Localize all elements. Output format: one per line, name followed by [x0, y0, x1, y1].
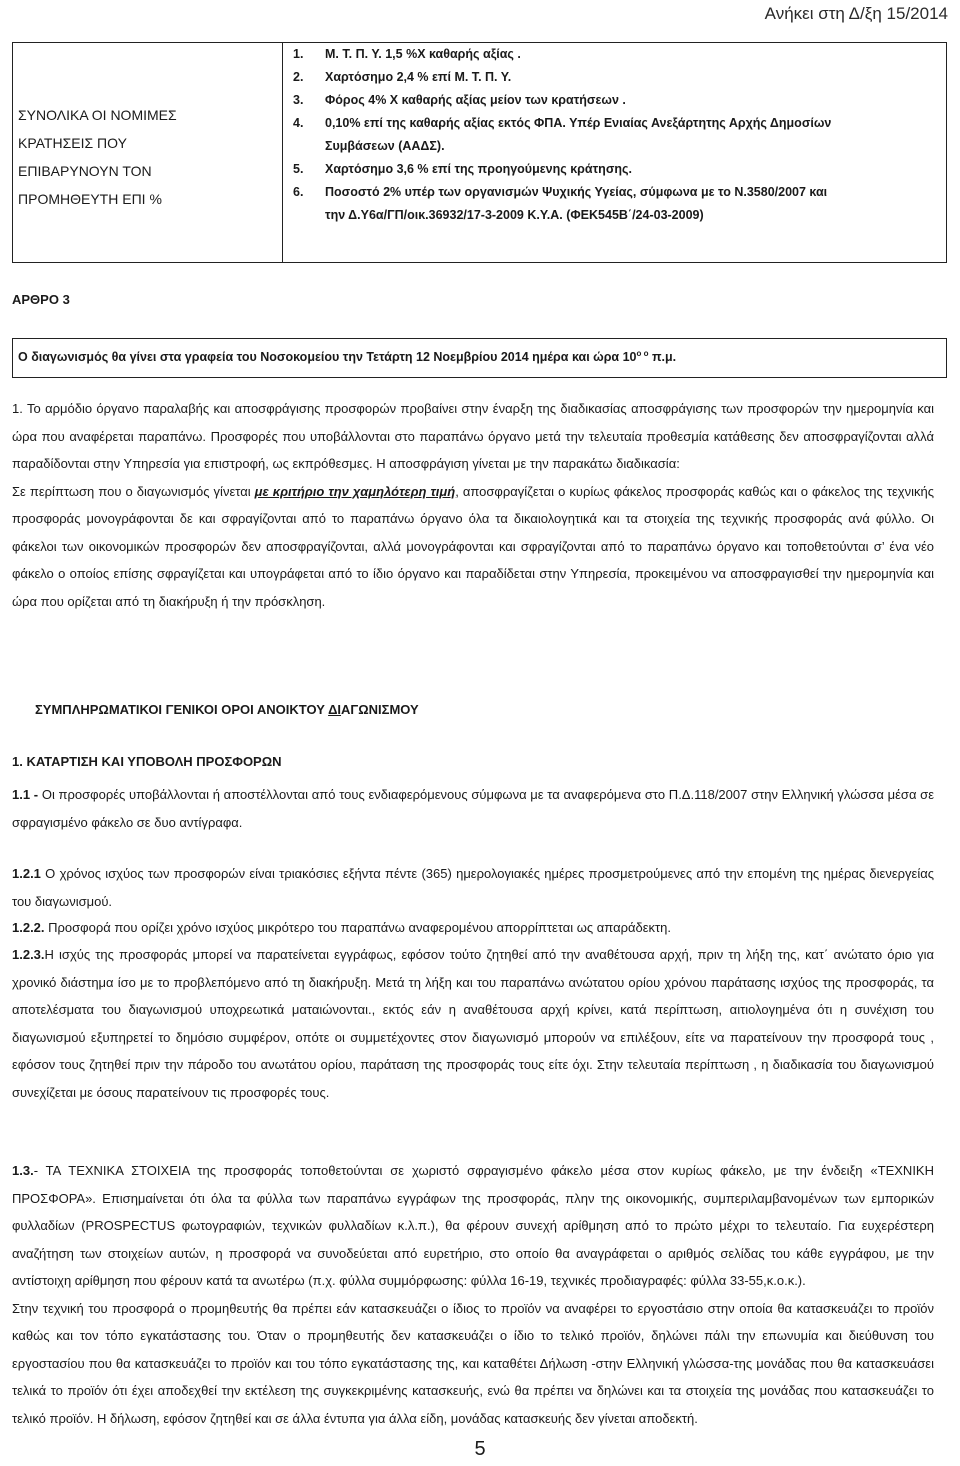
title-line: ΠΡΟΜΗΘΕΥΤΗ ΕΠΙ %: [18, 191, 162, 207]
item-text: Μ. Τ. Π. Υ. 1,5 %Χ καθαρής αξίας .: [325, 47, 521, 61]
section-heading: [35, 702, 419, 717]
item-text: Ποσοστό 2% υπέρ των οργανισμών Ψυχικής Υγείας, σύμφωνα με το Ν.3580/2007 και: [325, 185, 828, 199]
list-item-continuation: [293, 135, 946, 158]
paragraph-1-2-1: [12, 860, 934, 915]
deductions-table: [12, 42, 947, 263]
paragraph-text: Σε περίπτωση που ο διαγωνισμός γίνεται: [12, 483, 255, 499]
paragraph-opening-procedure: [12, 395, 934, 615]
article-title: ΑΡΘΡΟ 3: [12, 292, 70, 307]
document-reference-header: Ανήκει στη Δ/ξη 15/2014: [764, 4, 948, 23]
item-text: την Δ.Υ6α/ΓΠ/οικ.36932/17-3-2009 Κ.Υ.Α. (ΦΕΚ545Β΄/24-03-2009): [325, 208, 704, 222]
deductions-title: [18, 101, 177, 213]
paragraph-1-1: [12, 781, 934, 836]
heading-text: ΣΥΜΠΛΗΡΩΜΑΤΙΚΟΙ ΓΕΝΙΚΟΙ ΟΡΟΙ ΑΝΟΙΚΤΟΥ: [35, 702, 329, 717]
item-text: Χαρτόσημο 3,6 % επί της προηγούμενης κράτησης.: [325, 162, 632, 176]
page-number: 5: [474, 1438, 486, 1460]
list-item: [293, 181, 946, 204]
item-number: 3.: [293, 93, 304, 107]
paragraph-1-3: [12, 1157, 934, 1432]
item-number: 2.: [293, 70, 304, 84]
heading-text: ΑΓΩΝΙΣΜΟΥ: [341, 702, 419, 717]
deductions-list: [293, 43, 946, 227]
paragraph-text: Η ισχύς της προσφοράς μπορεί να παρατείνεται εγγράφως, εφόσον τούτο ζητηθεί από την αναθέτουσα αρχή, πριν τη λήξη της, κατ΄ ανώτατο όριο για χρονικό διάστημα ίσο με το προβλεπόμενο από τη διακήρυξη. Μετά τη λήξη και του παραπάνω ανώτατου ορίου χρόνου παράτασης ισχύος της προσφοράς, τα αποτελέσματα του διαγωνισμού υποχρεωτικά ματαιώνονται., εκτός εάν η αναθέτουσα αρχή κρίνει, κατά περίπτωση, αιτιολογημένα ότι η συνέχιση του διαγωνισμού εξυπηρετεί το δημόσιο συμφέρον, οπότε οι συμμετέχοντες στον διαγωνισμό μπορούν να επιλέξουν, είτε να παρατείνουν την προσφορά τους , εφόσον τους ζητηθεί πριν την πάροδο του ανωτάτου ορίου, παράταση της προσφοράς τους είτε όχι. Στην τελευταία περίπτωση , η διαδικασία του διαγωνισμού συνεχίζεται με όσους παρατείνουν τις προσφορές τους.: [12, 947, 934, 1100]
item-text: 0,10% επί της καθαρής αξίας εκτός ΦΠΑ. Υπέρ Ενιαίας Ανεξάρτητης Αρχής Δημοσίων: [325, 116, 832, 130]
tender-date-notice: [12, 338, 947, 378]
item-number: 6.: [293, 185, 304, 199]
item-number: 4.: [293, 116, 304, 130]
list-item: [293, 112, 946, 135]
paragraph-number: 1.2.1: [12, 866, 41, 881]
title-line: ΣΥΝΟΛΙΚΑ ΟΙ ΝΟΜΙΜΕΣ: [18, 107, 177, 123]
paragraph-1-2-3: [12, 941, 934, 1106]
paragraph-text: Οι προσφορές υποβάλλονται ή αποστέλλονται από τους ενδιαφερόμενους σύμφωνα με τα αναφερόμενα στο Π.Δ.118/2007 στην Ελληνική γλώσσα μέσα σε σφραγισμένο φάκελο σε δυο αντίγραφα.: [12, 787, 935, 830]
paragraph-number: 1.2.3.: [12, 947, 45, 962]
paragraph-text: Προσφορά που ορίζει χρόνο ισχύος μικρότερο του παραπάνω αναφερομένου απορρίπτεται ως απαράδεκτη.: [44, 920, 672, 935]
list-item-continuation: [293, 204, 946, 227]
paragraph-number: 1.1 -: [12, 787, 39, 802]
notice-suffix: π.μ.: [648, 350, 677, 365]
paragraph-1-2-2: [12, 914, 934, 942]
item-number: 5.: [293, 162, 304, 176]
heading-text-underlined: ΔΙ: [328, 702, 342, 717]
list-item: [293, 66, 946, 89]
subsection-heading: 1. ΚΑΤΑΡΤΙΣΗ ΚΑΙ ΥΠΟΒΟΛΗ ΠΡΟΣΦΟΡΩΝ: [12, 754, 282, 769]
notice-superscript: ο ο: [636, 349, 649, 358]
title-line: ΚΡΑΤΗΣΕΙΣ ΠΟΥ: [18, 135, 127, 151]
paragraph-text: Ο χρόνος ισχύος των προσφορών είναι τριακόσιες εξήντα πέντε (365) ημερολογιακές ημέρες προσμετρούμενες από την επομένη της ημέρας διενεργείας του διαγωνισμού.: [12, 866, 934, 909]
list-item: [293, 89, 946, 112]
list-item: [293, 158, 946, 181]
deductions-title-cell: [13, 43, 283, 262]
paragraph-text: Στην τεχνική του προσφορά ο προμηθευτής θα πρέπει εάν κατασκευάζει ο ίδιος το προϊόν να αναφέρει το εργοστάσιο στην οποία θα κατασκευάζει το προϊόν καθώς και τον τόπο εγκατάστασης του. Όταν ο προμηθευτής δεν κατασκευάζει ο ίδιο το τελικό προϊόν, δηλώνει πάλι την επωνυμία και διεύθυνση του εργοστασίου που θα κατασκευάζει το προϊόν και του τόπο εγκατάστασης της, και καταθέτει Δήλωση -στην Ελληνική γλώσσα-της μονάδας που θα κατασκευάσει τελικά το προϊόν ότι έχει αποδεχθεί την εκτέλεση της συγκεκριμένης κατασκευής, ενώ θα πρέπει να δηλώνει και τα στοιχεία της μονάδας που κατασκευάζει το τελικό προϊόν. Η δήλωση, εφόσον ζητηθεί και σε άλλα έντυπα για άλλα είδη, μονάδας κατασκευής δεν γίνεται αποδεκτή.: [12, 1300, 934, 1426]
paragraph-number: 1.2.2.: [12, 920, 45, 935]
title-line: ΕΠΙΒΑΡΥΝΟΥΝ ΤΟΝ: [18, 163, 152, 179]
item-text: Συμβάσεων (ΑΑΔΣ).: [325, 139, 445, 153]
paragraph-text: 1. Το αρμόδιο όργανο παραλαβής και αποσφράγισης προσφορών προβαίνει στην έναρξη της διαδικασίας αποσφράγισης των προσφορών την ημερομηνία και ώρα που αναφέρεται παραπάνω. Προσφορές που υποβάλλονται στο παραπάνω όργανο μετά την τελευταία προθεσμία κατάθεσης δεν αποσφραγίζονται αλλά παραδίδονται στην Υπηρεσία για επιστροφή, ως εκπρόθεσμες. Η αποσφράγιση γίνεται με την παρακάτω διαδικασία:: [12, 401, 934, 471]
paragraph-text: - ΤΑ ΤΕΧΝΙΚΑ ΣΤΟΙΧΕΙΑ της προσφοράς τοποθετούνται σε χωριστό σφραγισμένο φάκελο μέσα στον κυρίως φάκελο, με την ένδειξη «ΤΕΧΝΙΚΗ ΠΡΟΣΦΟΡΑ». Επισημαίνεται ότι όλα τα φύλλα των παραπάνω εγγράφων της προσφοράς, πλην της οικονομικής, συμπεριλαμβανομένων των εμπορικών φυλλαδίων (PROSPECTUS φωτογραφιών, τεχνικών φυλλαδίων κ.λ.π.), θα φέρουν συνεχή αρίθμηση από το πρώτο μέχρι το τελευταίο. Για ευχερέστερη αναζήτηση των στοιχείων αυτών, η προσφορά να συνοδεύεται από ευρετήριο, στο οποίο θα αναγράφεται ο αριθμός σελίδας του κάθε εγγράφου, με την αντίστοιχη αρίθμηση που φέρουν κατά τα ανωτέρω (π.χ. φύλλα συμμόρφωσης: φύλλα 16-19, τεχνικές προδιαγραφές: φύλλα 33-55,κ.ο.κ.).: [12, 1163, 934, 1288]
emphasis-text: με κριτήριο την χαμηλότερη τιμή: [254, 483, 456, 499]
item-number: 1.: [293, 47, 304, 61]
notice-text: Ο διαγωνισμός θα γίνει στα γραφεία του Νοσοκομείου την Τετάρτη 12 Νοεμβρίου 2014 ημέρα και ώρα 10: [18, 350, 637, 365]
item-text: Φόρος 4% Χ καθαρής αξίας μείον των κρατήσεων .: [325, 93, 626, 107]
list-item: [293, 43, 946, 66]
item-text: Χαρτόσημο 2,4 % επί Μ. Τ. Π. Υ.: [325, 70, 512, 84]
paragraph-text: , αποσφραγίζεται ο κυρίως φάκελος προσφοράς καθώς και ο φάκελος της τεχνικής προσφοράς μονογράφονται δε και σφραγίζονται από το παραπάνω όργανο όλα τα δικαιολογητικά και τα στοιχεία της τεχνικής προσφοράς ανά φύλλο. Οι φάκελοι των οικονομικών προσφορών δεν αποσφραγίζονται, αλλά μονογράφονται και σφραγίζονται από το παραπάνω όργανο και τοποθετούνται σ’ ένα νέο φάκελο ο οποίος επίσης σφραγίζεται και υπογράφεται από το ίδιο όργανο και παραδίδεται στην Υπηρεσία, προκειμένου να αποσφραγισθεί την ημερομηνία και ώρα που ορίζεται από τη διακήρυξη ή την πρόσκληση.: [12, 483, 934, 609]
paragraph-number: 1.3.: [12, 1163, 34, 1178]
